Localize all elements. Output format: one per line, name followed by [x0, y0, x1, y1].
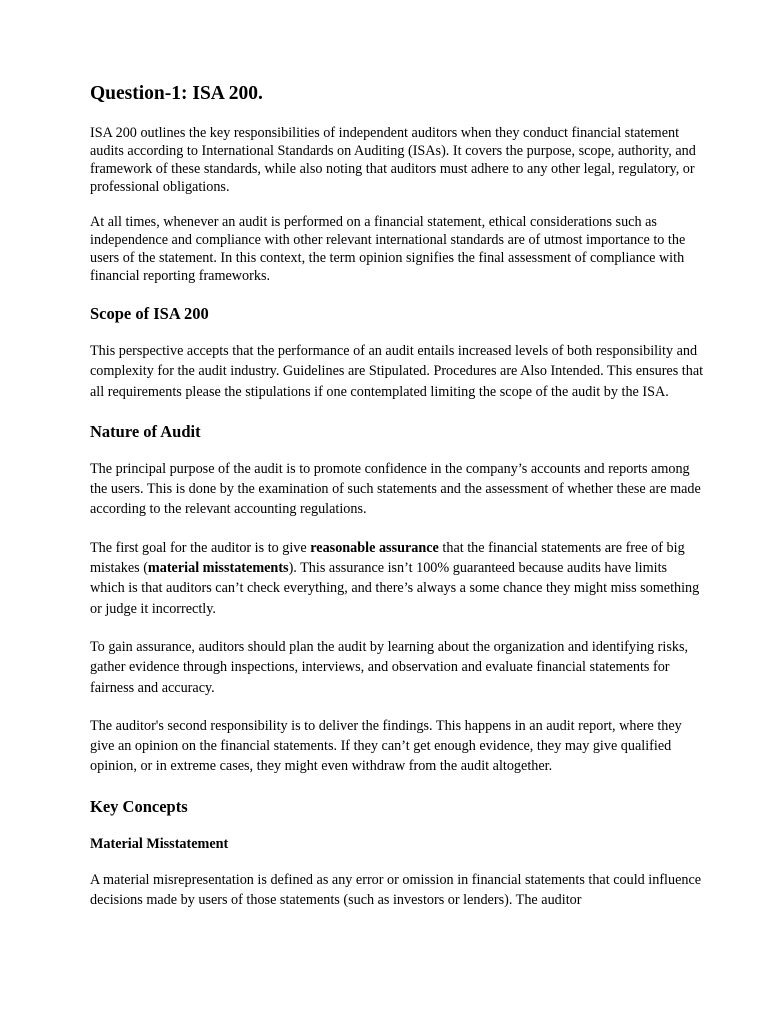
nature-heading: Nature of Audit: [90, 421, 201, 441]
scope-heading: Scope of ISA 200: [90, 304, 209, 323]
material-misstatement-paragraph: A material misrepresentation is defined as any error or omission in financial statements that could influence decisions made by users of those statements (such as investors or lenders). The auditor: [90, 871, 702, 909]
document-page: [90, 82, 704, 928]
intro-paragraph-2: At all times, whenever an audit is performed on a financial statement, ethical considerations such as independence and compliance with other relevant international standards are of utmost importance to the users of the statement. In this context, the term opinion signifies the final assessment of compliance with financial reporting frameworks.: [90, 214, 686, 284]
nature-paragraph-1: The principal purpose of the audit is to promote confidence in the company’s accounts and reports among the users. This is done by the examination of such statements and the assessment of whether these are made according to the relevant accounting regulations.: [90, 460, 701, 518]
reasonable-assurance-term: reasonable assurance: [310, 539, 439, 556]
material-misstatement-subheading: Material Misstatement: [90, 835, 229, 852]
intro-paragraph-1: ISA 200 outlines the key responsibilities of independent auditors when they conduct financial statement audits according to International Standards on Auditing (ISAs). It covers the purpose, scope, authority, and framework of these standards, while also noting that auditors must adhere to any other legal, regulatory, or professional obligations.: [90, 125, 696, 195]
document-title: Question-1: ISA 200.: [90, 83, 263, 104]
key-concepts-heading: Key Concepts: [90, 796, 188, 816]
nature-paragraph-4: The auditor's second responsibility is to deliver the findings. This happens in an audit report, where they give an opinion on the financial statements. If they can’t get enough evidence, they may give qualified opinion, or in extreme cases, they might even withdraw from the audit altogether.: [90, 717, 682, 775]
nature-paragraph-2: [90, 538, 704, 619]
nature-paragraph-3: To gain assurance, auditors should plan the audit by learning about the organization and identifying risks, gather evidence through inspections, interviews, and observation and evaluate financial statements for fairness and accuracy.: [90, 638, 689, 696]
nature-p2-text-b: that the financial statements are free of big mistakes (: [90, 539, 685, 577]
nature-p2-text-c: ). This assurance isn’t 100% guaranteed because audits have limits which is that auditors can’t check everything, and there’s always a some chance they might miss something or judge it incorrectly.: [90, 560, 700, 617]
scope-paragraph: This perspective accepts that the performance of an audit entails increased levels of both responsibility and complexity for the audit industry. Guidelines are Stipulated. Procedures are Also Intended. This ensures that all requirements please the stipulations if one contemplated limiting the scope of the audit by the ISA.: [90, 343, 704, 400]
material-misstatements-term: material misstatements: [147, 560, 289, 577]
nature-p2-text-a: The first goal for the auditor is to give: [90, 539, 311, 556]
